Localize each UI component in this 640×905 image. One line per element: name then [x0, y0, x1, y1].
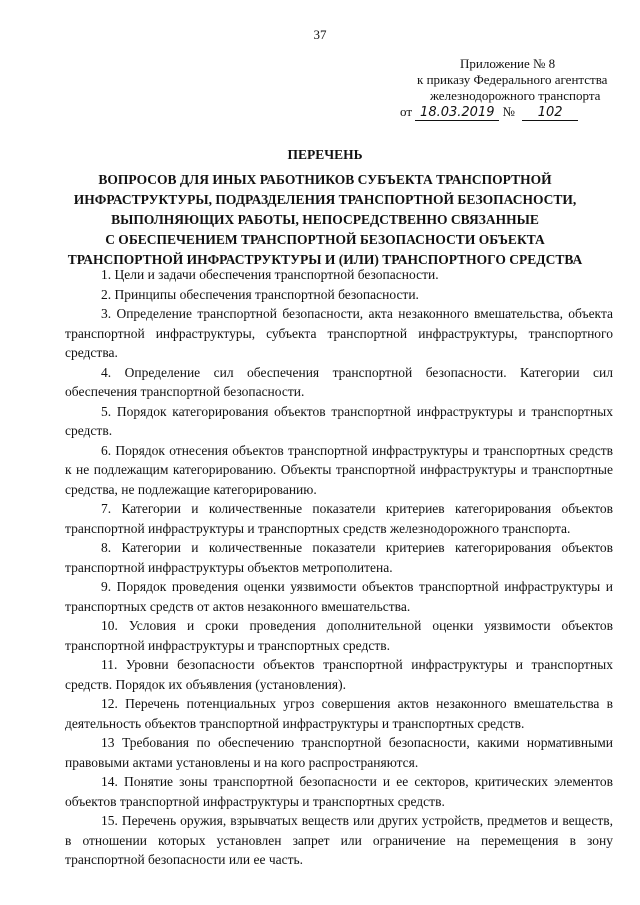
title-line-1: ВОПРОСОВ ДЛЯ ИНЫХ РАБОТНИКОВ СУБЪЕКТА ТРАНСПОРТНОЙ	[98, 172, 552, 187]
date-prefix: от	[400, 104, 413, 119]
appendix-header	[392, 56, 608, 121]
appendix-line-3: железнодорожного транспорта	[430, 88, 601, 103]
title-line-0: ПЕРЕЧЕНЬ	[287, 147, 363, 162]
list-item: 12. Перечень потенциальных угроз совершения актов незаконного вмешательства в деятельность объектов транспортной инфраструктуры и транспортных средств.	[65, 696, 613, 731]
handwritten-order-number: 102	[522, 106, 578, 121]
list-item: 1. Цели и задачи обеспечения транспортной безопасности.	[101, 267, 439, 282]
list-item: 15. Перечень оружия, взрывчатых веществ или других устройств, предметов и веществ, в отношении которых установлен запрет или ограничение на перемещения в зону транспортной безопасности или ее часть.	[65, 813, 613, 867]
list-item: 11. Уровни безопасности объектов транспортной инфраструктуры и транспортных средств. Порядок их объявления (установления).	[65, 657, 613, 692]
list-item: 4. Определение сил обеспечения транспортной безопасности. Категории сил обеспечения транспортной безопасности.	[65, 364, 613, 399]
list-item: 8. Категории и количественные показатели критериев категорирования объектов транспортной инфраструктуры объектов метрополитена.	[65, 540, 613, 575]
page-number: 37	[313, 27, 327, 42]
list-item: 14. Понятие зоны транспортной безопасности и ее секторов, критических элементов объектов транспортной инфраструктуры и транспортных средств.	[65, 774, 613, 809]
list-item: 7. Категории и количественные показатели критериев категорирования объектов транспортной инфраструктуры и транспортных средств железнодорожного транспорта.	[65, 501, 613, 536]
list-item: 13 Требования по обеспечению транспортной безопасности, какими нормативными правовыми актами установлены и на кого распространяются.	[65, 735, 613, 770]
appendix-date-line	[392, 104, 602, 121]
list-item: 5. Порядок категорирования объектов транспортной инфраструктуры и транспортных средств.	[65, 403, 613, 438]
title-line-4: С ОБЕСПЕЧЕНИЕМ ТРАНСПОРТНОЙ БЕЗОПАСНОСТИ ОБЪЕКТА	[105, 232, 545, 247]
document-title	[60, 145, 590, 270]
list-item: 2. Принципы обеспечения транспортной безопасности.	[101, 286, 419, 302]
appendix-line-2: к приказу Федерального агентства	[417, 72, 608, 87]
list-item: 9. Порядок проведения оценки уязвимости объектов транспортной инфраструктуры и транспортных средств от актов незаконного вмешательства.	[65, 579, 613, 614]
list-item: 6. Порядок отнесения объектов транспортной инфраструктуры и транспортных средств к не подлежащим категорированию. Объекты транспортной инфраструктуры и транспортные средства, не подлежащие категорированию.	[65, 442, 613, 497]
appendix-line-1: Приложение № 8	[460, 56, 556, 71]
question-list	[65, 265, 613, 870]
title-line-5: ТРАНСПОРТНОЙ ИНФРАСТРУКТУРЫ И (ИЛИ) ТРАНСПОРТНОГО СРЕДСТВА	[67, 252, 583, 267]
list-item: 10. Условия и сроки проведения дополнительной оценки уязвимости объектов транспортной инфраструктуры и транспортных средств.	[65, 618, 613, 653]
list-item: 3. Определение транспортной безопасности, акта незаконного вмешательства, объекта транспортной инфраструктуры, субъекта транспортной инфраструктуры, транспортного средства.	[65, 306, 613, 360]
title-line-3: ВЫПОЛНЯЮЩИХ РАБОТЫ, НЕПОСРЕДСТВЕННО СВЯЗАННЫЕ	[111, 212, 539, 227]
handwritten-date: 18.03.2019	[415, 106, 499, 121]
number-prefix: №	[502, 104, 515, 119]
title-line-2: ИНФРАСТРУКТУРЫ, ПОДРАЗДЕЛЕНИЯ ТРАНСПОРТНОЙ БЕЗОПАСНОСТИ,	[73, 192, 577, 207]
